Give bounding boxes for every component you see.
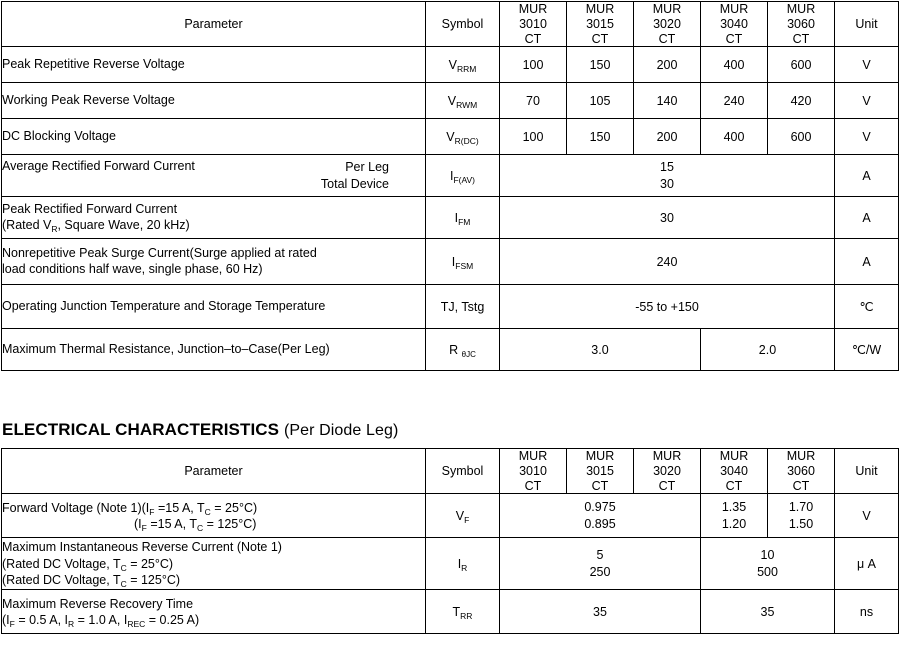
section-title-electrical-characteristics <box>2 420 398 440</box>
row-parameter: Operating Junction Temperature and Storage Temperature <box>2 285 426 329</box>
header-unit: Unit <box>835 2 899 47</box>
row-parameter-text: Average Rectified Forward Current <box>2 158 195 173</box>
header-device-mur3020ct: MUR 3020 CT <box>634 449 701 494</box>
row-value: 150 <box>567 47 634 83</box>
row-value-group-b: 1.35 1.20 <box>701 494 768 538</box>
row-parameter: Peak Repetitive Reverse Voltage <box>2 47 426 83</box>
row-value: 100 <box>500 119 567 155</box>
row-value: 240 <box>701 83 768 119</box>
table-row <box>2 197 899 239</box>
header-device-mur3040ct: MUR 3040 CT <box>701 2 768 47</box>
row-value-span: 240 <box>500 239 835 285</box>
header-symbol: Symbol <box>426 2 500 47</box>
row-value: 420 <box>768 83 835 119</box>
row-symbol: $V_{RWM}$ <box>426 83 500 119</box>
row-symbol: TJ, Tstg <box>426 285 500 329</box>
row-value: 400 <box>701 47 768 83</box>
row-value-span: 30 <box>500 197 835 239</box>
table-row <box>2 494 899 538</box>
row-parameter: Peak Rectified Forward Current (Rated $V_R$, Square Wave, 20 kHz) <box>2 197 426 239</box>
row-parameter-line2: (Rated DC Voltage, $T_C = 25^\circ C$) <box>2 556 174 573</box>
row-parameter-line2: ($I_F = 0.5$ A, $I_R = 1.0$ A, $I_{REC} = 0.25$ A) <box>2 612 200 629</box>
table-header-row <box>2 2 899 47</box>
row-parameter-line2: (Rated $V_R$, Square Wave, 20 kHz) <box>2 217 190 234</box>
row-value-left: 3.0 <box>500 329 701 371</box>
row-parameter-line1: Forward Voltage (Note $1)(I_F =15$ A, $T_C = 25^\circ C$) <box>2 500 258 517</box>
table-row <box>2 538 899 590</box>
table-row <box>2 155 899 197</box>
table-header-row <box>2 449 899 494</box>
row-value: 70 <box>500 83 567 119</box>
row-parameter-legs: Per Leg Total Device <box>320 159 389 191</box>
row-value: 600 <box>768 119 835 155</box>
row-symbol: $I_R$ <box>426 538 500 590</box>
row-value: 600 <box>768 47 835 83</box>
row-symbol: $I_{F(AV)}$ <box>426 155 500 197</box>
row-parameter-line3: (Rated DC Voltage, $T_C = 125^\circ C$) <box>2 572 181 589</box>
row-parameter: Working Peak Reverse Voltage <box>2 83 426 119</box>
row-value-right: 10 500 <box>701 538 835 590</box>
row-symbol: $V_{RRM}$ <box>426 47 500 83</box>
row-symbol: R $_{\theta JC}$ <box>426 329 500 371</box>
header-symbol: Symbol <box>426 449 500 494</box>
header-device-mur3040ct: MUR 3040 CT <box>701 449 768 494</box>
row-unit: ns <box>835 590 899 634</box>
row-parameter-line2: ($I_F =15$ A, $T_C = 125^\circ C$) <box>134 516 257 533</box>
row-value-span: 15 30 <box>500 155 835 197</box>
row-value: 105 <box>567 83 634 119</box>
table-row <box>2 590 899 634</box>
table-row <box>2 239 899 285</box>
row-value: 400 <box>701 119 768 155</box>
row-symbol: $I_{FSM}$ <box>426 239 500 285</box>
row-parameter <box>2 494 426 538</box>
row-unit: V <box>835 83 899 119</box>
row-value-group-a: 0.975 0.895 <box>500 494 701 538</box>
row-value: 200 <box>634 119 701 155</box>
table-row <box>2 119 899 155</box>
table-row <box>2 329 899 371</box>
row-unit: A <box>835 155 899 197</box>
row-value: 100 <box>500 47 567 83</box>
row-parameter: Maximum Reverse Recovery Time ($I_F = 0.5$ A, $I_R = 1.0$ A, $I_{REC} = 0.25$ A) <box>2 590 426 634</box>
row-unit: μ A <box>835 538 899 590</box>
row-parameter: DC Blocking Voltage <box>2 119 426 155</box>
row-value-left: 5 250 <box>500 538 701 590</box>
header-device-mur3060ct: MUR 3060 CT <box>768 449 835 494</box>
row-parameter: Maximum Thermal Resistance, Junction–to–Case(Per Leg) <box>2 329 426 371</box>
header-parameter: Parameter <box>2 2 426 47</box>
maximum-ratings-table <box>1 1 899 371</box>
section-title-main: ELECTRICAL CHARACTERISTICS <box>2 420 280 439</box>
row-value-right: 2.0 <box>701 329 835 371</box>
row-value-right: 35 <box>701 590 835 634</box>
table-row <box>2 83 899 119</box>
header-parameter: Parameter <box>2 449 426 494</box>
section-title-sub: (Per Diode Leg) <box>283 422 399 439</box>
row-parameter <box>2 155 426 197</box>
row-symbol: $V_{R(DC)}$ <box>426 119 500 155</box>
row-parameter: Nonrepetitive Peak Surge Current(Surge applied at rated load conditions half wave, single phase, 60 Hz) <box>2 239 426 285</box>
header-device-mur3020ct: MUR 3020 CT <box>634 2 701 47</box>
table-row <box>2 285 899 329</box>
header-device-mur3015ct: MUR 3015 CT <box>567 2 634 47</box>
row-value-group-c: 1.70 1.50 <box>768 494 835 538</box>
row-unit: A <box>835 197 899 239</box>
row-symbol: $T_{RR}$ <box>426 590 500 634</box>
electrical-characteristics-table <box>1 448 899 634</box>
row-unit: A <box>835 239 899 285</box>
row-unit: ℃/W <box>835 329 899 371</box>
header-unit: Unit <box>835 449 899 494</box>
header-device-mur3015ct: MUR 3015 CT <box>567 449 634 494</box>
header-device-mur3010ct: MUR 3010 CT <box>500 2 567 47</box>
table-row <box>2 47 899 83</box>
row-value-left: 35 <box>500 590 701 634</box>
row-value: 150 <box>567 119 634 155</box>
row-symbol: $I_{FM}$ <box>426 197 500 239</box>
row-symbol: $V_F$ <box>426 494 500 538</box>
row-value: 140 <box>634 83 701 119</box>
header-device-mur3010ct: MUR 3010 CT <box>500 449 567 494</box>
row-value: 200 <box>634 47 701 83</box>
row-unit: ℃ <box>835 285 899 329</box>
header-device-mur3060ct: MUR 3060 CT <box>768 2 835 47</box>
row-parameter: Maximum Instantaneous Reverse Current (Note 1) (Rated DC Voltage, $T_C = 25^\circ C$) (Rated DC Voltage, $T_C = 125^\circ C$) <box>2 538 426 590</box>
row-unit: V <box>835 494 899 538</box>
row-unit: V <box>835 119 899 155</box>
row-unit: V <box>835 47 899 83</box>
row-value-span: -55 to +150 <box>500 285 835 329</box>
